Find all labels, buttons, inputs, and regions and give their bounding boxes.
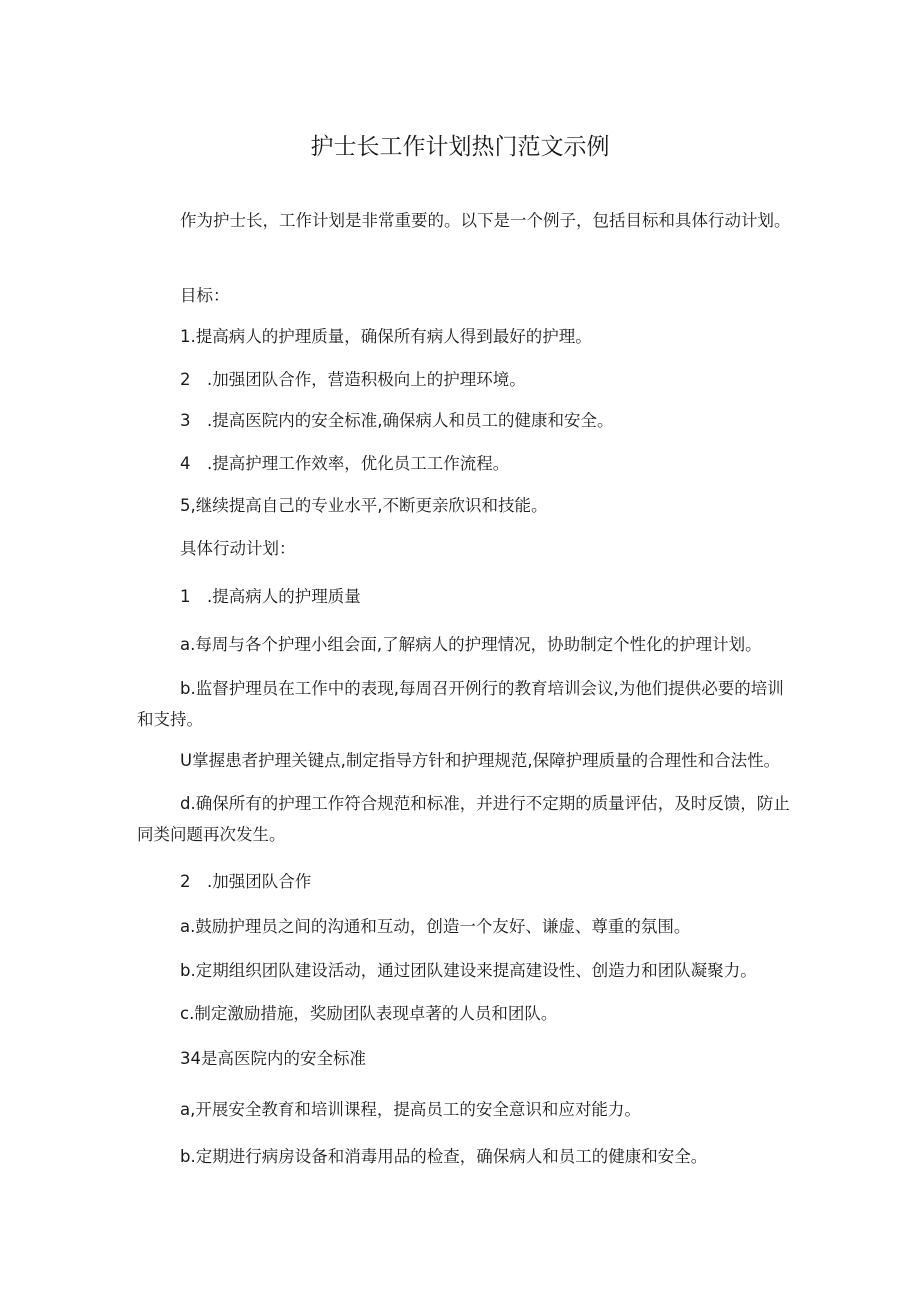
action-item: U掌握患者护理关键点,制定指导方针和护理规范,保障护理质量的合理性和合法性。 [180,751,781,770]
action-item: b.定期组织团队建设活动，通过团队建设来提高建设性、创造力和团队凝聚力。 [180,961,757,980]
goal-item-1: 1.提高病人的护理质量，确保所有病人得到最好的护理。 [180,327,592,346]
action-item: c.制定激励措施，奖励团队表现卓著的人员和团队。 [180,1004,558,1023]
section-heading-3: 34是高医院内的安全标准 [180,1049,366,1068]
document-title: 护士长工作计划热门范文示例 [310,134,610,160]
action-item: b.监督护理员在工作中的表现,每周召开例行的教育培训会议,为他们提供必要的培训和支持。 [137,679,784,729]
goal-item-3: 3 .提高医院内的安全标准,确保病人和员工的健康和安全。 [180,411,614,430]
goal-item-5: 5,继续提高自己的专业水平,不断更亲欣识和技能。 [180,496,548,515]
goal-item-2: 2 .加强团队合作，营造积极向上的护理环境。 [180,370,526,389]
goal-item-4: 4 .提高护理工作效率，优化员工工作流程。 [180,454,510,473]
action-plan-heading: 具体行动计划： [180,539,296,558]
section-heading-2: 2 .加强团队合作 [180,872,312,891]
action-item: a,开展安全教育和培训课程，提高员工的安全意识和应对能力。 [180,1100,641,1119]
action-item: d.确保所有的护理工作符合规范和标准，并进行不定期的质量评估，及时反馈，防止同类问题再次发生。 [137,794,790,844]
action-item: a.每周与各个护理小组会面,了解病人的护理情况，协助制定个性化的护理计划。 [180,635,762,654]
action-item: b.定期进行病房设备和消毒用品的检查，确保病人和员工的健康和安全。 [180,1147,708,1166]
goals-heading: 目标： [180,286,230,305]
action-item: a.鼓励护理员之间的沟通和互动，创造一个友好、谦虚、尊重的氛围。 [180,917,691,936]
intro-paragraph: 作为护士长，工作计划是非常重要的。以下是一个例子，包括目标和具体行动计划。 [180,211,791,230]
section-heading-1: 1 .提高病人的护理质量 [180,587,361,606]
